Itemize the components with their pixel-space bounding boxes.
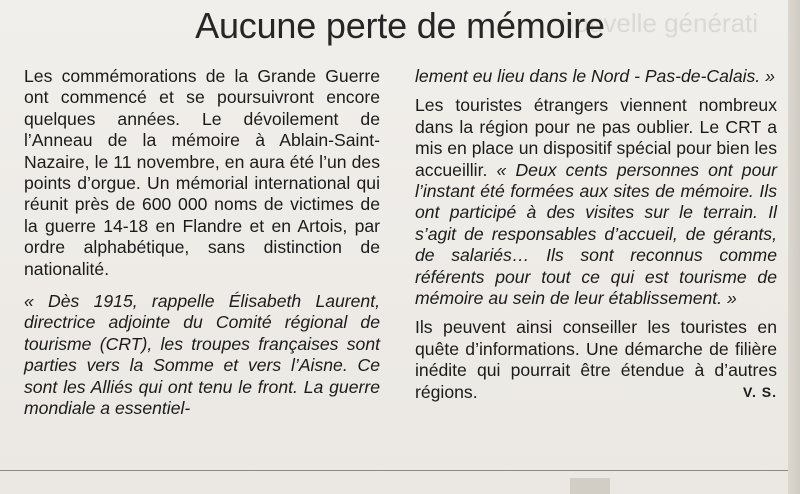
left-paragraph-2-quote: « Dès 1915, rappelle Élisabeth Laurent, directrice adjointe du Comité régional de tourisme (CRT), les troupes françaises sont parties vers la Somme et vers l’Aisne. Ce sont les Alliés qui ont tenu le front. La guerre mondiale a essentiel- — [24, 291, 380, 419]
right-paragraph-3 — [415, 317, 777, 403]
left-paragraph-1: Les commémorations de la Grande Guerre ont commencé et se poursuivront encore quelques années. Le dévoilement de l’Anneau de la mémoire à Ablain-Saint-Nazaire, le 11 novembre, en aura été l’un des points d’orgue. Un mémorial international qui réunit près de 600 000 noms de victimes de la guerre 14-18 en Flandre et en Artois, par ordre alphabétique, sans distinction de nationalité. — [24, 66, 380, 279]
left-column — [24, 66, 380, 431]
show-through-heading: nouvelle générati — [560, 8, 759, 38]
right-column — [415, 66, 777, 414]
right-paragraph-2-text: Les touristes étrangers viennent nombreux dans la région pour ne pas oublier. Le CRT a mis en place un dispositif spécial pour bien les accueillir. — [415, 95, 777, 180]
right-paragraph-2-quote: « Deux cents personnes ont pour l’instant été formées aux sites de mémoire. Ils ont participé à des visites sur le terrain. Il s’agit de responsables d’accueil, de gérants, de salariés… Ils sont reconnus comme référents pour tout ce qui est tourisme de mémoire au sein de leur établissement. » — [415, 159, 777, 309]
page-edge — [788, 0, 800, 494]
right-paragraph-2 — [415, 95, 777, 309]
article-title: Aucune perte de mémoire — [195, 5, 605, 46]
bottom-scan-mark — [570, 478, 610, 494]
bottom-rule — [0, 470, 788, 471]
right-paragraph-3-text: Ils peuvent ainsi conseiller les touristes en quête d’informations. Une démarche de filière inédite qui pourrait être étendue à d’autres régions. — [415, 317, 777, 402]
author-signature: V. S. — [742, 383, 777, 400]
right-paragraph-1-quote: lement eu lieu dans le Nord - Pas-de-Calais. » — [415, 66, 775, 86]
